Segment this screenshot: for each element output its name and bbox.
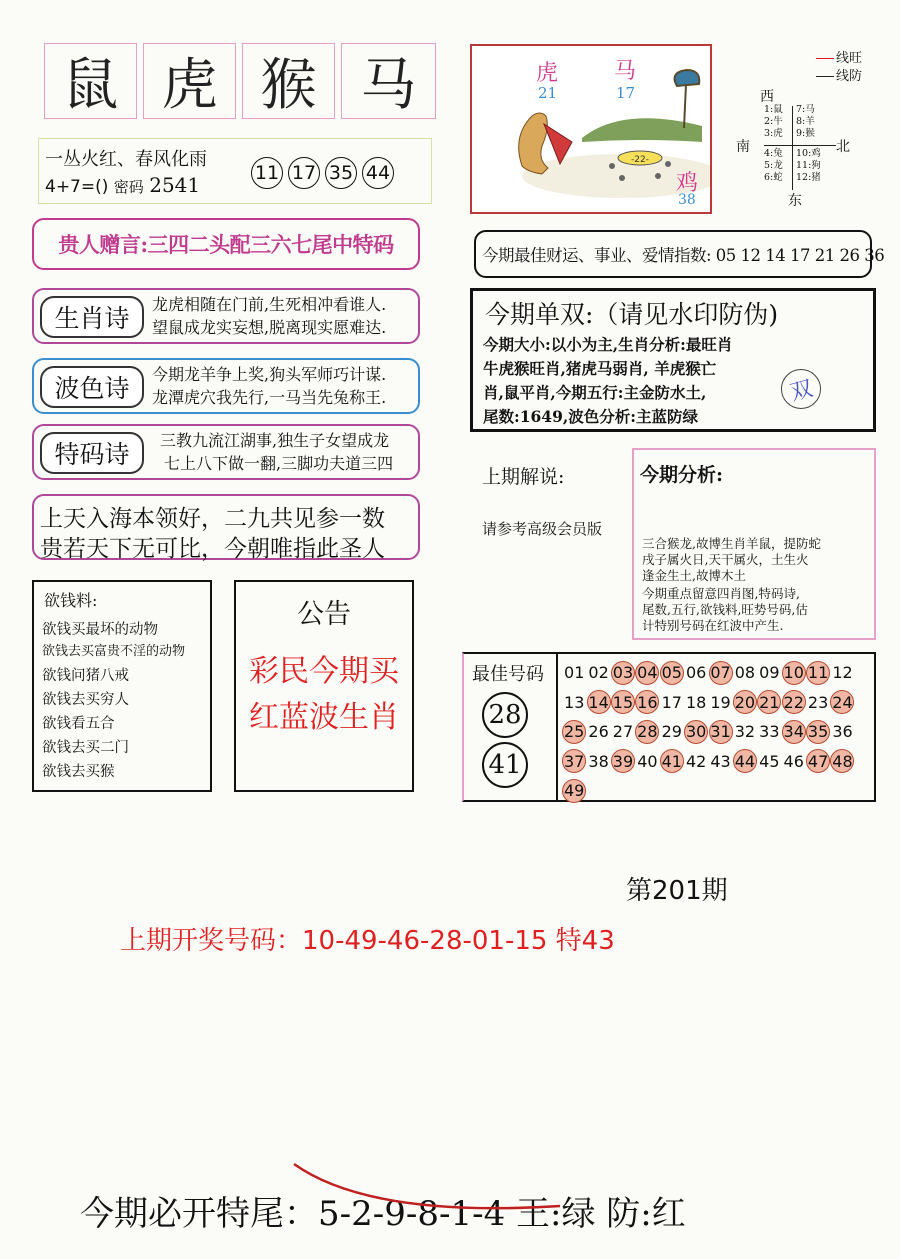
- grid-number-text: 45: [759, 751, 780, 771]
- single-double-box: [470, 288, 876, 432]
- grid-number: [684, 658, 708, 688]
- red-stroke-icon: [290, 1158, 570, 1228]
- noble-words-box: [32, 218, 420, 270]
- grid-number: [586, 747, 610, 777]
- grid-number: [708, 717, 732, 747]
- grid-number-text: 37: [562, 749, 586, 773]
- compass-vline: [792, 106, 793, 190]
- analysis-line: 三合猴龙,故博生肖羊鼠，提防蛇: [642, 536, 821, 551]
- last-explain-text: 请参考高级会员版: [482, 520, 603, 538]
- grid-number: [708, 658, 732, 688]
- grid-number-text: 09: [759, 663, 780, 683]
- compass-north: 北: [836, 139, 850, 155]
- grid-number-text: 43: [710, 751, 731, 771]
- code-value: 2541: [149, 173, 201, 197]
- grid-number: [562, 717, 586, 747]
- compass-quadrant: 4:兔 5:龙 6:蛇: [764, 148, 783, 183]
- grid-number-text: 03: [611, 661, 635, 685]
- grid-number-text: 23: [807, 692, 829, 712]
- must-tail: 今期必开特尾：5-2-9-8-1-4 王:绿 防:红: [80, 1194, 686, 1234]
- grid-number: [660, 658, 684, 688]
- poem-line: 龙虎相随在门前,生死相冲看谁人.: [152, 295, 387, 314]
- grid-number-text: 22: [782, 690, 806, 714]
- grid-number: [830, 747, 854, 777]
- grid-number-text: 30: [684, 720, 708, 744]
- compass-east: 东: [788, 193, 802, 209]
- grid-number-text: 16: [635, 690, 659, 714]
- compass-quadrant: 7:马 8:羊 9:猴: [796, 104, 815, 139]
- grid-number: [611, 658, 635, 688]
- single-double-title: 今期单双:（请见水印防伪): [485, 300, 779, 329]
- big-poem-line: 贵若天下无可比，今朝唯指此圣人: [40, 536, 385, 562]
- compass: [736, 86, 856, 210]
- riddle-line-2: [45, 173, 200, 197]
- money-item: 欲钱看五合: [42, 716, 115, 732]
- grid-number: [708, 747, 732, 777]
- pebble-icon: [655, 173, 661, 179]
- analysis-line: 尾数,五行,欲钱料,旺势号码,估: [642, 602, 808, 617]
- grid-number-text: 12: [832, 663, 853, 683]
- red-stroke-path: [294, 1164, 560, 1208]
- poem-line: 七上八下做一翻,三脚功夫道三四: [164, 454, 394, 473]
- grid-number-text: 38: [588, 751, 609, 771]
- pic-label-name: 虎: [536, 61, 559, 86]
- notice-line: 红蓝波生肖: [249, 700, 399, 735]
- big-poem-box: [32, 494, 420, 560]
- grid-number: [733, 688, 757, 718]
- grid-number-text: 24: [830, 690, 854, 714]
- single-double-line: 尾数:1649,波色分析:主蓝防绿: [483, 407, 698, 426]
- grid-number-text: 15: [611, 690, 635, 714]
- money-item: 欲钱去买富贵不淫的动物: [42, 644, 186, 659]
- grid-number: [782, 747, 806, 777]
- grid-number: [757, 717, 781, 747]
- grid-number-text: 25: [562, 720, 586, 744]
- grid-number: [660, 717, 684, 747]
- grid-number-text: 13: [564, 692, 585, 712]
- grid-number: [562, 658, 586, 688]
- best-pick: 28: [482, 692, 528, 738]
- riddle-line-1: 一丛火红、春风化雨: [45, 149, 207, 170]
- poem-zodiac: [32, 288, 420, 344]
- grid-number-text: 31: [709, 720, 733, 744]
- poem-label: 生肖诗: [40, 296, 144, 338]
- grid-number-text: 07: [709, 661, 733, 685]
- best-divider: [556, 654, 558, 800]
- grid-number: [660, 688, 684, 718]
- compass-legend: [816, 50, 862, 86]
- best-pick: 41: [482, 742, 528, 788]
- grid-number-text: 32: [734, 722, 756, 742]
- money-item: 欲钱去买穷人: [42, 692, 129, 708]
- grid-number: [684, 717, 708, 747]
- analysis-line: 计特别号码在红波中产生.: [642, 618, 784, 633]
- poem-label: 波色诗: [40, 366, 144, 408]
- index-line: 今期最佳财运、事业、爱情指数: 05 12 14 17 21 26 36: [482, 246, 885, 265]
- compass-quadrant: 1:鼠 2:牛 3:虎: [764, 104, 783, 139]
- grid-number-text: 49: [562, 779, 586, 803]
- grid-number-text: 34: [782, 720, 806, 744]
- grid-number: [684, 688, 708, 718]
- grid-number: [733, 658, 757, 688]
- grid-number: [562, 688, 586, 718]
- grid-number: [806, 688, 830, 718]
- grid-number: [611, 688, 635, 718]
- grid-number: [586, 688, 610, 718]
- notice-box: [234, 580, 414, 792]
- poem-line: 三教九流江湖事,独生子女望成龙: [160, 431, 390, 450]
- grid-number: [611, 747, 635, 777]
- poem-line: 龙潭虎穴我先行,一马当先兔称王.: [152, 388, 387, 407]
- grid-number: [586, 658, 610, 688]
- compass-quadrant: 10:鸡 11:狗 12:猪: [796, 148, 821, 183]
- fox-icon: [519, 113, 548, 174]
- grid-number-text: 29: [661, 722, 682, 742]
- grid-number: [562, 747, 586, 777]
- grid-number: [733, 747, 757, 777]
- grid-number-text: 44: [733, 749, 757, 773]
- riddle-picture: [470, 44, 712, 214]
- code-label: 密码: [113, 178, 144, 196]
- stamp-text: 双: [787, 376, 816, 406]
- grid-number-text: 48: [830, 749, 854, 773]
- poem-color: [32, 358, 420, 414]
- riddle-box: [38, 138, 432, 204]
- pebble-icon: [665, 161, 671, 167]
- last-explain-title: 上期解说:: [482, 466, 565, 488]
- grid-number-text: 46: [783, 751, 804, 771]
- pebble-icon: [619, 175, 625, 181]
- grid-number: [635, 688, 659, 718]
- analysis-line: 逢金生土,故博木土: [642, 568, 746, 583]
- legend-item: 线防: [816, 68, 862, 86]
- grid-number: [757, 688, 781, 718]
- grid-number: [757, 658, 781, 688]
- grid-number: [782, 688, 806, 718]
- plate-text: -22-: [631, 155, 649, 165]
- grid-number: [586, 717, 610, 747]
- single-double-line: 肖,鼠平肖,今期五行:主金防水土,: [483, 383, 707, 402]
- grid-number: [830, 658, 854, 688]
- compass-hline: [764, 145, 836, 146]
- pebble-icon: [609, 163, 615, 169]
- circled-number: 17: [288, 157, 320, 189]
- grid-number: [611, 717, 635, 747]
- grid-number: [806, 747, 830, 777]
- grid-number-text: 47: [806, 749, 830, 773]
- grid-number: [660, 747, 684, 777]
- poem-special: [32, 424, 420, 480]
- grid-number-text: 27: [612, 722, 634, 742]
- issue-number: 第201期: [626, 876, 728, 906]
- grid-number-text: 05: [660, 661, 684, 685]
- last-draw: 上期开奖号码：10-49-46-28-01-15 特43: [120, 926, 615, 956]
- picture-illustration: [472, 46, 710, 212]
- best-numbers-box: [462, 652, 876, 802]
- grid-number-text: 19: [710, 692, 731, 712]
- grid-number-text: 18: [685, 692, 707, 712]
- pic-label-num: 17: [616, 84, 636, 102]
- big-poem-line: 上天入海本领好，二九共见参一数: [40, 506, 385, 532]
- single-double-line: 牛虎猴旺肖,猪虎马弱肖, 羊虎猴亡: [483, 359, 717, 378]
- grid-number-text: 17: [661, 692, 682, 712]
- zodiac-box: 马: [341, 43, 436, 119]
- grid-number-text: 08: [734, 663, 756, 683]
- grid-number-text: 33: [759, 722, 780, 742]
- money-item: 欲钱去买猴: [42, 764, 115, 780]
- noble-words: 贵人赠言:三四二头配三六七尾中特码: [58, 232, 394, 257]
- poem-line: 今期龙羊争上奖,狗头军师巧计谋.: [152, 365, 387, 384]
- analysis-line: 戌子属火日,天干属火，土生火: [642, 552, 809, 567]
- grid-number-text: 21: [757, 690, 781, 714]
- grid-number-text: 28: [635, 720, 659, 744]
- grid-number-text: 35: [806, 720, 830, 744]
- grid-number: [830, 717, 854, 747]
- money-item: 欲钱问猪八戒: [42, 668, 129, 684]
- compass-west: 西: [760, 89, 774, 105]
- grid-number: [806, 658, 830, 688]
- grid-number-text: 06: [685, 663, 707, 683]
- grid-number: [635, 717, 659, 747]
- legend-item: 线旺: [816, 50, 862, 68]
- grid-number-text: 36: [832, 722, 853, 742]
- riddle-equation: 4+7=(): [45, 177, 109, 197]
- pic-label-num: 21: [538, 84, 558, 102]
- notice-line: 彩民今期买: [249, 654, 399, 689]
- analysis-box: [632, 448, 876, 640]
- grid-number: [635, 658, 659, 688]
- compass-south: 南: [736, 139, 750, 155]
- zodiac-box: 虎: [143, 43, 236, 119]
- grid-number: [684, 747, 708, 777]
- circled-number: 35: [325, 157, 357, 189]
- best-label: 最佳号码: [472, 664, 544, 685]
- money-title: 欲钱料:: [44, 591, 98, 610]
- grid-number-text: 20: [733, 690, 757, 714]
- poem-label: 特码诗: [40, 432, 144, 474]
- grid-number: [757, 747, 781, 777]
- number-grid: [562, 658, 855, 806]
- grid-number-text: 42: [685, 751, 707, 771]
- index-box: [474, 230, 885, 278]
- tree-icon: [675, 70, 700, 128]
- zodiac-box: 鼠: [44, 43, 137, 119]
- grid-number: [635, 747, 659, 777]
- grid-number-text: 40: [637, 751, 658, 771]
- pic-label-name: 鸡: [676, 171, 699, 196]
- money-item: 欲钱去买二门: [42, 740, 129, 756]
- analysis-line: 今期重点留意四肖图,特码诗,: [642, 586, 800, 601]
- grid-number-text: 11: [806, 661, 830, 685]
- zodiac-header: [44, 43, 436, 119]
- grid-number: [562, 776, 586, 806]
- grid-number-text: 01: [564, 663, 585, 683]
- grid-number: [708, 688, 732, 718]
- grid-number-text: 26: [588, 722, 609, 742]
- notice-title: 公告: [297, 599, 351, 630]
- money-riddle-box: [32, 580, 212, 792]
- grid-number-text: 14: [587, 690, 611, 714]
- grid-number: [806, 717, 830, 747]
- grid-number-text: 41: [660, 749, 684, 773]
- pic-label-name: 马: [614, 59, 637, 84]
- poem-line: 望鼠成龙实妄想,脱离现实愿难达.: [152, 318, 387, 337]
- circled-number: 11: [251, 157, 283, 189]
- money-item: 欲钱买最坏的动物: [42, 622, 158, 638]
- circled-numbers: [251, 157, 399, 189]
- analysis-title: 今期分析:: [640, 464, 724, 486]
- single-double-line: 今期大小:以小为主,生肖分析:最旺肖: [483, 335, 733, 354]
- grid-number-text: 10: [782, 661, 806, 685]
- grid-number-text: 39: [611, 749, 635, 773]
- grid-number: [782, 717, 806, 747]
- grid-number: [733, 717, 757, 747]
- grid-number: [830, 688, 854, 718]
- grid-number: [782, 658, 806, 688]
- circled-number: 44: [362, 157, 394, 189]
- zodiac-box: 猴: [242, 43, 335, 119]
- stamp-icon: [781, 369, 821, 409]
- grid-number-text: 04: [635, 661, 659, 685]
- pic-label-num: 38: [678, 192, 696, 208]
- grid-number-text: 02: [588, 663, 609, 683]
